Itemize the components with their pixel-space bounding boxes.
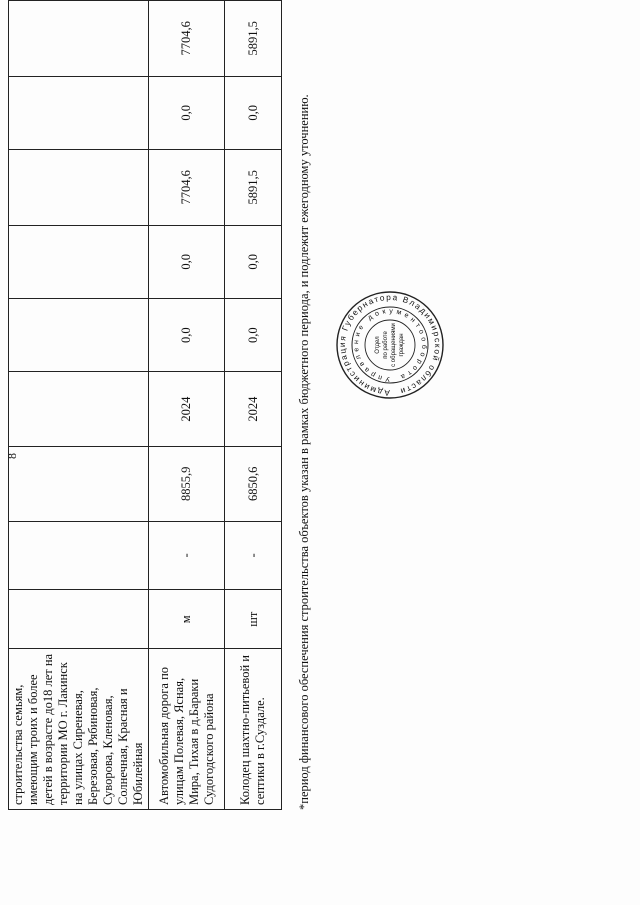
table-cell	[9, 446, 149, 521]
unit-cell	[9, 590, 149, 649]
object-name-cell: Колодец шахтно-питьевой и септики в г.Суздале.	[225, 649, 282, 810]
table-cell	[9, 76, 149, 149]
table-cell: 5891,5	[225, 150, 282, 226]
stamp-center-line: по работе	[383, 331, 389, 359]
table-cell: 2024	[225, 372, 282, 446]
table-cell	[9, 225, 149, 298]
unit-cell: м	[149, 590, 225, 649]
stamp-center-line: с обращениями	[391, 323, 397, 367]
table-cell: 0,0	[225, 225, 282, 298]
page-number: 8	[5, 453, 19, 459]
table-cell: -	[225, 521, 282, 589]
stamp-center-line: граждан	[399, 333, 405, 357]
table-cell: 8855,9	[149, 446, 225, 521]
object-name-cell: Автомобильная дорога по улицам Полевая, Ясная, Мира, Тихая в д.Бараки Судогодского района	[149, 649, 225, 810]
table-cell	[9, 1, 149, 77]
table-cell: 5891,5	[225, 1, 282, 77]
table-cell: 0,0	[149, 76, 225, 149]
table-cell	[9, 372, 149, 446]
stamp-outer-text: Администрация Губернатора Владимирской области	[336, 291, 444, 399]
table-cell: 0,0	[149, 225, 225, 298]
svg-text:Администрация Губернатора Влад	[337, 292, 443, 398]
footnote: *период финансового обеспечения строительства объектов указан в рамках бюджетного периода, и подлежит ежегодному уточнению.	[297, 94, 311, 810]
table-cell: -	[149, 521, 225, 589]
table-cell: 0,0	[225, 76, 282, 149]
table-cell: 2024	[149, 372, 225, 446]
table-cell: 7704,6	[149, 150, 225, 226]
objects-table	[8, 0, 282, 810]
round-stamp-seal	[335, 290, 445, 400]
table-row	[149, 1, 225, 810]
table-cell	[9, 299, 149, 372]
stamp-inner-text: Управление документооборота	[352, 307, 428, 383]
object-name-cell: строительства семьям, имеющим троих и более детей в возрасте до18 лет на территории МО г. Лакинск на улицах Сиреневая, Березовая, Рябиновая, Суворова, Кленовая, Солнечная, Красная и Юбилейная	[9, 649, 149, 810]
stamp-center-line: Отдел	[375, 336, 381, 354]
table-cell	[9, 521, 149, 589]
table-cell: 0,0	[225, 299, 282, 372]
table-cell: 7704,6	[149, 1, 225, 77]
table-cell: 0,0	[149, 299, 225, 372]
table-cell: 6850,6	[225, 446, 282, 521]
table-row	[9, 1, 149, 810]
unit-cell: шт	[225, 590, 282, 649]
table-cell	[9, 150, 149, 226]
table-row	[225, 1, 282, 810]
